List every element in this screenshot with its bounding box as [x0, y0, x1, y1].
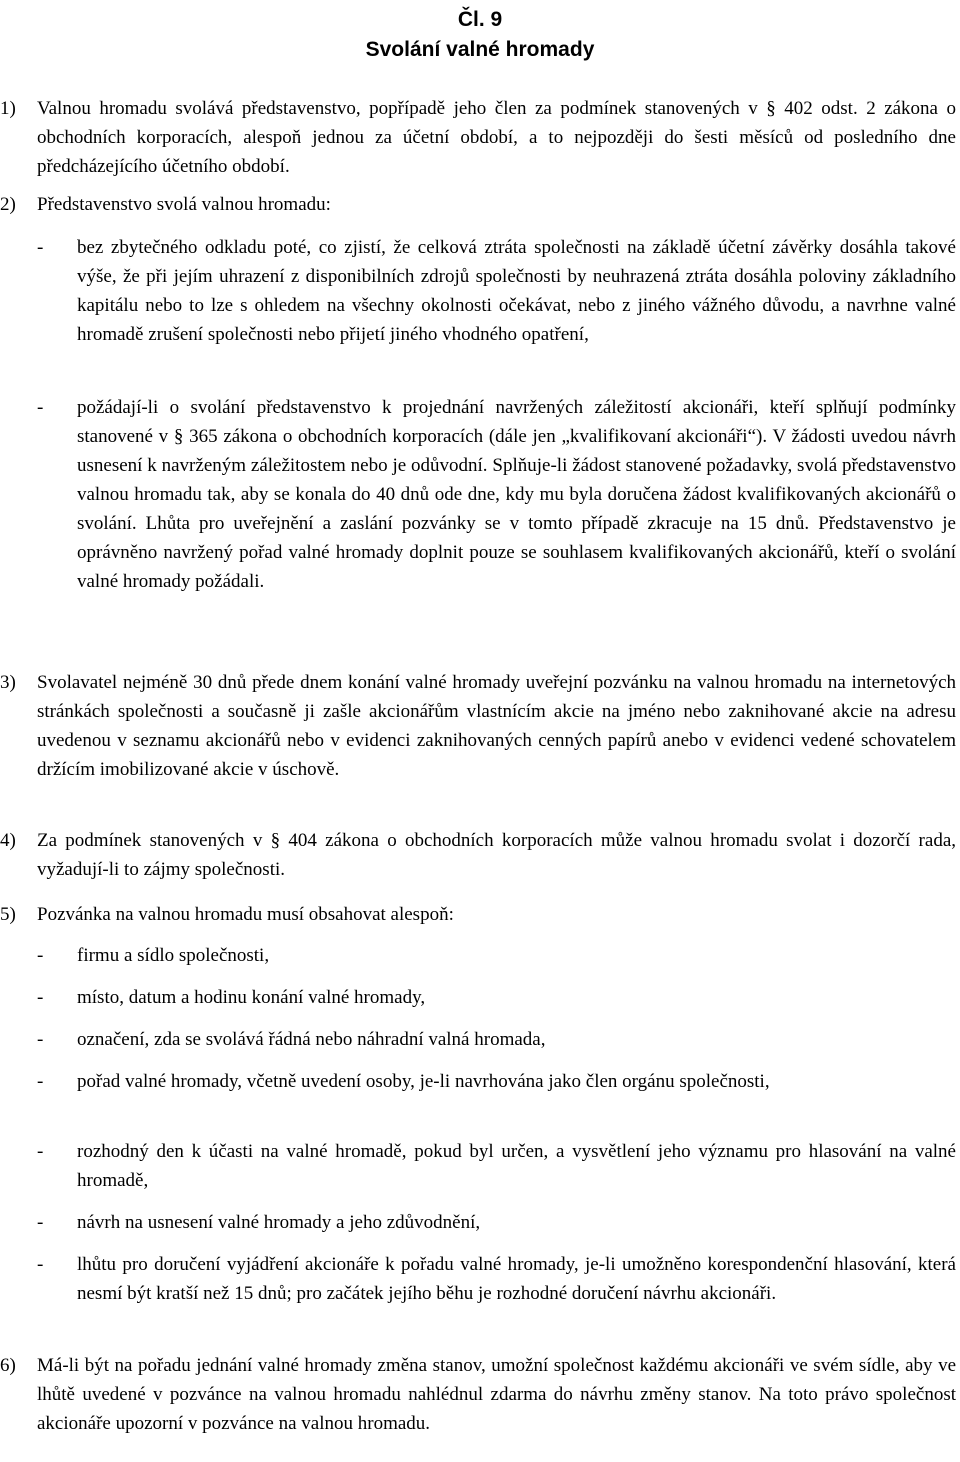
list-item — [0, 393, 956, 596]
list-item — [0, 1137, 956, 1195]
list-dash: - — [37, 987, 44, 1008]
paragraph-1 — [0, 94, 956, 181]
list-item-text: označení, zda se svolává řádná nebo náhradní valná hromada, — [77, 1029, 546, 1050]
list-dash: - — [37, 1212, 44, 1233]
paragraph-number: 1) — [0, 98, 16, 119]
paragraph-text: Má-li být na pořadu jednání valné hromady změna stanov, umožní společnost každému akcionáři ve svém sídle, aby ve lhůtě uvedené v pozvánce na valnou hromadu nahlédnul zdarma do návrhu změny stanov. Na toto právo společnost akcionáře upozorní v pozvánce na valnou hromadu. — [37, 1355, 956, 1434]
list-dash: - — [37, 1141, 44, 1162]
paragraph-number: 3) — [0, 672, 16, 693]
paragraph-2 — [0, 190, 956, 219]
list-dash: - — [37, 1029, 44, 1050]
paragraph-text: Za podmínek stanovených v § 404 zákona o obchodních korporacích může valnou hromadu svolat i dozorčí rada, vyžadují-li to zájmy společnosti. — [37, 830, 956, 880]
paragraph-5 — [0, 900, 956, 929]
article-title: Svolání valné hromady — [365, 38, 595, 61]
paragraph-4 — [0, 826, 956, 884]
list-item — [0, 1067, 956, 1096]
list-item — [0, 983, 956, 1012]
list-dash: - — [37, 397, 44, 418]
list-item-text: požádají-li o svolání představenstvo k projednání navržených záležitostí akcionáři, kteří splňují podmínky stanovené v § 365 zákona o obchodních korporacích (dále jen „kvalifikovaní akcionáři“). V žádosti uvedou návrh usnesení k navrženým záležitostem nebo je odůvodní. Splňuje-li žádost stanovené požadavky, svolá představenstvo valnou hromadu tak, aby se konala do 40 dnů ode dne, kdy mu byla doručena žádost kvalifikovaných akcionářů o svolání. Lhůta pro uveřejnění a zaslání pozvánky se v tomto případě zkracuje na 15 dnů. Představenstvo je oprávněno navržený pořad valné hromady doplnit pouze se souhlasem kvalifikovaných akcionářů, kteří o svolání valné hromady požádali. — [77, 397, 956, 592]
list-item — [0, 233, 956, 349]
paragraph-number: 4) — [0, 830, 16, 851]
paragraph-6 — [0, 1351, 956, 1438]
list-dash: - — [37, 1071, 44, 1092]
list-item — [0, 1250, 956, 1308]
list-dash: - — [37, 945, 44, 966]
paragraph-number: 2) — [0, 194, 16, 215]
list-item-text: pořad valné hromady, včetně uvedení osoby, je-li navrhována jako člen orgánu společnosti, — [77, 1071, 770, 1092]
list-item-text: firmu a sídlo společnosti, — [77, 945, 270, 966]
paragraph-text: Pozvánka na valnou hromadu musí obsahovat alespoň: — [37, 904, 454, 925]
list-item — [0, 1025, 956, 1054]
list-item-text: bez zbytečného odkladu poté, co zjistí, že celková ztráta společnosti na základě účetní závěrky dosáhla takové výše, že při jejím uhrazení z disponibilních zdrojů společnosti by neuhrazená ztráta dosáhla poloviny základního kapitálu nebo to lze s ohledem na všechny okolnosti očekávat, nebo z jiného vážného důvodu, a navrhne valné hromadě zrušení společnosti nebo přijetí jiného vhodného opatření, — [77, 237, 956, 345]
list-item-text: místo, datum a hodinu konání valné hromady, — [77, 987, 426, 1008]
list-item-text: rozhodný den k účasti na valné hromadě, pokud byl určen, a vysvětlení jeho významu pro hlasování na valné hromadě, — [77, 1141, 956, 1191]
list-item — [0, 1208, 956, 1237]
list-dash: - — [37, 237, 44, 258]
paragraph-3 — [0, 668, 956, 784]
paragraph-number: 6) — [0, 1355, 16, 1376]
paragraph-text: Valnou hromadu svolává představenstvo, popřípadě jeho člen za podmínek stanovených v § 402 odst. 2 zákona o obchodních korporacích, alespoň jednou za účetní období, a to nejpozději do šesti měsíců od posledního dne předcházejícího účetního období. — [37, 98, 956, 177]
article-number: Čl. 9 — [457, 8, 503, 31]
list-item — [0, 941, 956, 970]
paragraph-number: 5) — [0, 904, 16, 925]
list-item-text: lhůtu pro doručení vyjádření akcionáře k pořadu valné hromady, je-li umožněno korespondenční hlasování, která nesmí být kratší než 15 dnů; pro začátek jejího běhu je rozhodné doručení návrhu akcionáři. — [77, 1254, 956, 1304]
list-item-text: návrh na usnesení valné hromady a jeho zdůvodnění, — [77, 1212, 481, 1233]
list-dash: - — [37, 1254, 44, 1275]
paragraph-text: Svolavatel nejméně 30 dnů přede dnem konání valné hromady uveřejní pozvánku na valnou hromadu na internetových stránkách společnosti a současně ji zašle akcionářům vlastnícím akcie na jméno nebo zaknihované akcie na adresu uvedenou v seznamu akcionářů nebo v evidenci zaknihovaných cenných papírů anebo v evidenci vedené schovatelem držícím imobilizované akcie v úschově. — [37, 672, 956, 780]
paragraph-text: Představenstvo svolá valnou hromadu: — [37, 194, 331, 215]
